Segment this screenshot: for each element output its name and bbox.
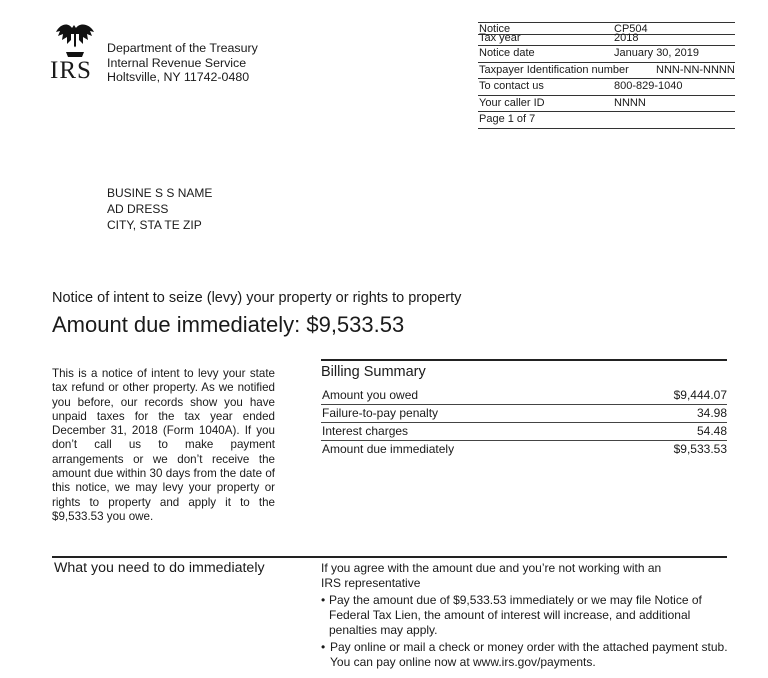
- agency-line: Department of the Treasury: [107, 41, 258, 55]
- section-divider: [52, 556, 727, 558]
- info-row: [478, 95, 735, 112]
- billing-summary-title: Billing Summary: [321, 364, 426, 380]
- info-row: [478, 78, 735, 95]
- action-body: [321, 561, 731, 670]
- billing-value: 34.98: [696, 406, 727, 420]
- info-row: [478, 34, 735, 45]
- amount-due-title: Amount due immediately: $9,533.53: [52, 312, 405, 337]
- info-label: Taxpayer Identification number: [479, 63, 629, 76]
- billing-label: Interest charges: [322, 424, 409, 438]
- info-row: [478, 111, 735, 129]
- info-value: NNNN: [614, 96, 646, 109]
- info-value: NNN-NN-NNNN: [656, 63, 735, 76]
- notice-subtitle: Notice of intent to seize (levy) your property or rights to property: [52, 290, 462, 306]
- agency-line: Holtsville, NY 11742-0480: [107, 70, 250, 84]
- info-value: 2018: [614, 32, 639, 44]
- billing-value: 54.48: [696, 424, 727, 438]
- irs-eagle-icon: [52, 22, 98, 58]
- action-bullet-text: Pay online or mail a check or money order with the attached payment stub. You can pay online now at www.irs.gov/payments.: [330, 640, 728, 669]
- agency-line: Internal Revenue Service: [107, 55, 247, 70]
- info-label: Tax year: [479, 32, 521, 44]
- billing-label: Amount due immediately: [322, 442, 455, 456]
- recipient-address: [107, 185, 212, 233]
- info-value: 800-829-1040: [614, 80, 683, 92]
- billing-label: Failure-to-pay penalty: [322, 406, 439, 420]
- logo-text: IRS: [50, 57, 92, 84]
- info-label: Notice date: [479, 47, 535, 59]
- address-line: AD DRESS: [107, 202, 169, 216]
- notice-info-table: [478, 22, 735, 129]
- address-line: CITY, STA TE ZIP: [107, 218, 202, 232]
- info-value: January 30, 2019: [614, 47, 700, 59]
- action-intro: If you agree with the amount due and you’re not working with an IRS representative: [321, 561, 662, 590]
- billing-value: $9,533.53: [673, 442, 727, 456]
- billing-value: $9,444.07: [673, 388, 727, 402]
- billing-summary: [321, 359, 727, 458]
- billing-label: Amount you owed: [322, 388, 419, 402]
- action-bullet: [321, 640, 731, 670]
- agency-address: [107, 41, 258, 85]
- irs-logo: [50, 22, 102, 82]
- billing-row: [321, 387, 727, 405]
- bullet-dot: •: [321, 640, 326, 654]
- info-value: CP504: [614, 23, 648, 35]
- bullet-dot: •: [321, 593, 326, 607]
- billing-row: [321, 405, 727, 423]
- action-bullet-text: Pay the amount due of $9,533.53 immediately or we may file Notice of Federal Tax Lien, the amount of interest will increase, and additional penalties may apply.: [329, 593, 702, 637]
- info-label: To contact us: [479, 80, 544, 92]
- info-row: [478, 45, 735, 62]
- action-heading: What you need to do immediately: [54, 560, 265, 576]
- info-label: Page 1 of 7: [479, 113, 536, 125]
- info-label: Your caller ID: [479, 96, 545, 109]
- info-label: Notice: [479, 23, 511, 35]
- intro-paragraph: This is a notice of intent to levy your state tax refund or other property. As we notified you before, our records show you have unpaid taxes for the tax year ended December 31, 2018 (Form 1040A). If you don’t call us to make payment arrangements or we don’t receive the amount due within 30 days from the date of this notice, we may levy your property or rights to property and apply it to the $9,533.53 you owe.: [52, 367, 275, 523]
- billing-row: [321, 423, 727, 441]
- billing-row: [321, 441, 727, 458]
- action-bullet: [321, 593, 731, 638]
- address-line: BUSINE S S NAME: [107, 186, 213, 200]
- info-row: [478, 62, 735, 79]
